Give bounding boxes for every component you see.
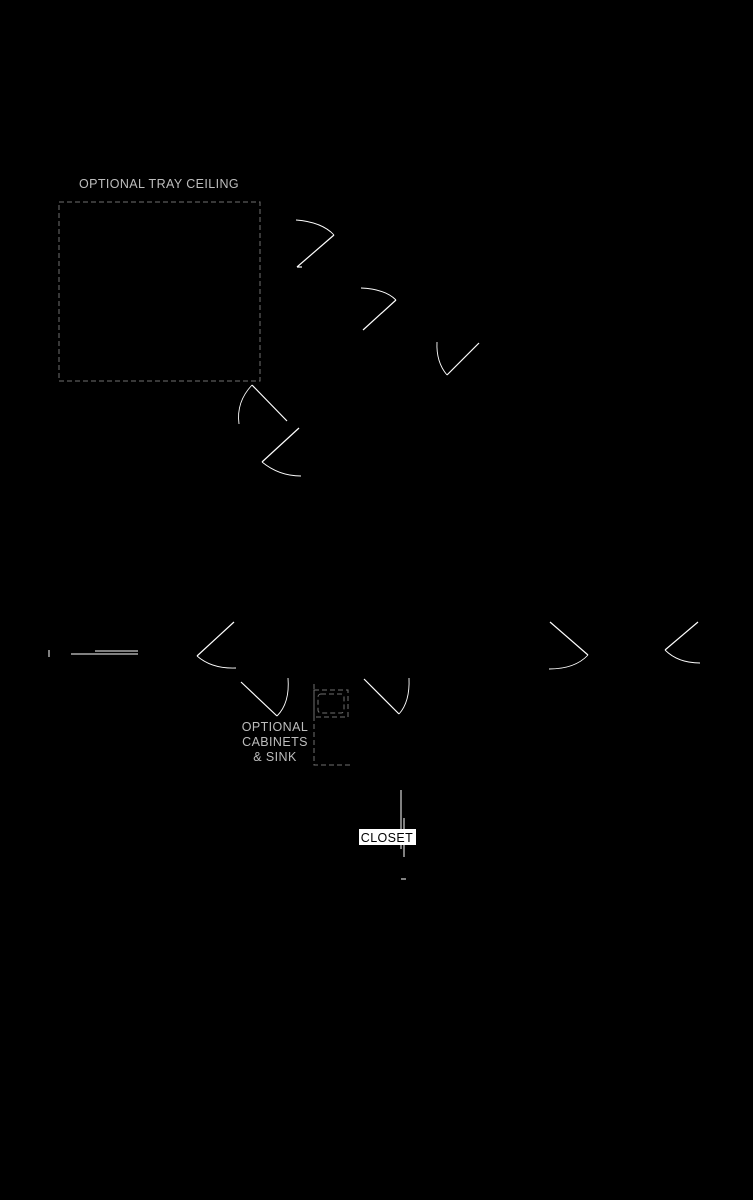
door-swing-10 <box>665 622 700 663</box>
door-swing-1 <box>296 220 334 267</box>
door-swing-8 <box>364 678 409 714</box>
door-swing-4 <box>239 385 287 424</box>
cabinets-label-line1: OPTIONAL <box>241 720 309 734</box>
tray-ceiling-label: OPTIONAL TRAY CEILING <box>78 177 240 191</box>
wall-segment-left <box>49 650 138 657</box>
door-swing-2 <box>361 288 396 330</box>
tray-ceiling-outline <box>59 202 260 381</box>
cabinets-label-line3: & SINK <box>253 750 297 764</box>
closet-label: CLOSET <box>360 831 414 845</box>
door-swing-9 <box>549 622 588 669</box>
door-swing-6 <box>197 622 236 668</box>
door-swing-3 <box>437 342 479 375</box>
cabinets-sink-outline <box>314 684 350 765</box>
door-swing-5 <box>262 428 301 476</box>
cabinets-label-line2: CABINETS <box>242 735 308 749</box>
door-swing-7 <box>241 678 288 716</box>
